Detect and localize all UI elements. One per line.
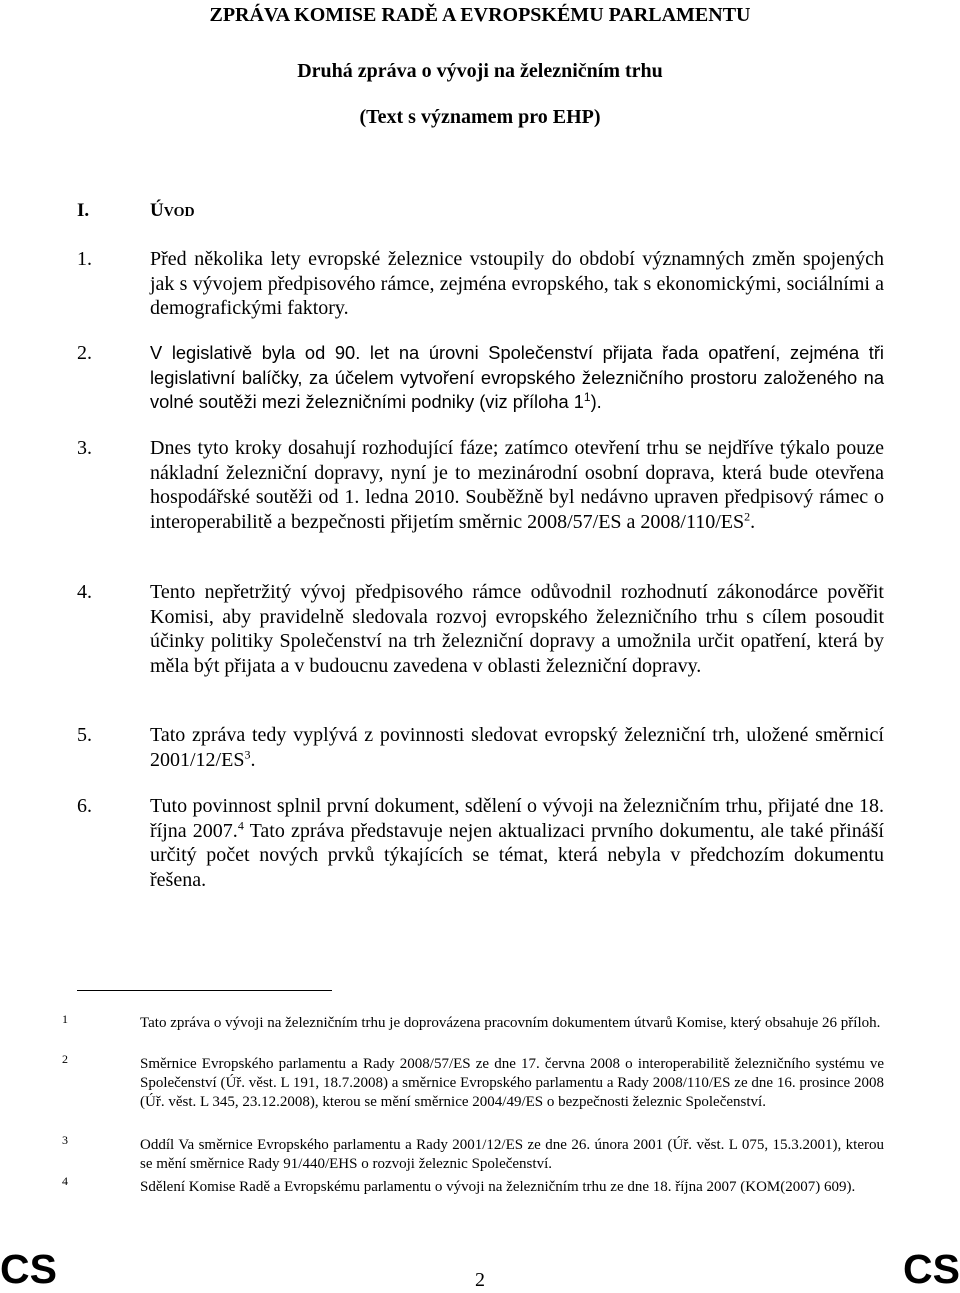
footnote-3: Oddíl Va směrnice Evropského parlamentu a Rady 2001/12/ES ze dne 26. února 2001 (Úř. věst. L 075, 15.3.2001), kterou se mění směrnice Rady 91/440/EHS o rozvoji železnic Společenství. — [140, 1137, 884, 1172]
paragraph-number: 3. — [77, 437, 92, 459]
footnote-ref[interactable]: 1 — [583, 389, 591, 404]
paragraph-6: Tuto povinnost splnil první dokument, sdělení o vývoji na železničním trhu, přijaté dne 18. října 2007.$^4$ Tato zpráva představuje nejen aktualizaci prvního dokumentu, ale také přináší určitý počet nových prvků týkajících se témat, která nebyla v předchozím dokumentu řešena. — [150, 795, 884, 891]
footnote-1: Tato zpráva o vývoji na železničním trhu je doprovázena pracovním dokumentem útvarů Komise, který obsahuje 26 příloh. — [140, 1015, 881, 1031]
paragraph-number: 5. — [77, 724, 92, 746]
section-title: ÚVOD — [150, 200, 195, 221]
footnote-number: 1 — [62, 1012, 68, 1026]
paragraph-number: 6. — [77, 795, 92, 817]
section-number: I. — [77, 200, 90, 221]
page-number: 2 — [475, 1269, 485, 1291]
footnote-ref[interactable]: 3 — [244, 746, 251, 761]
footnote-ref[interactable]: 2 — [744, 508, 751, 523]
paragraph-number: 4. — [77, 581, 92, 603]
footnote-2: Směrnice Evropského parlamentu a Rady 2008/57/ES ze dne 17. června 2008 o interoperabilitě železničního systému ve Společenství (Úř. věst. L 191, 18.7.2008) a směrnice Evropského parlamentu a Rady 2008/110/ES ze dne 16. prosince 2008 (Úř. věst. L 345, 23.12.2008), kterou se mění směrnice 2004/49/ES o bezpečnosti železnic Společenství. — [140, 1056, 884, 1110]
paragraph-2: V legislativě byla od 90. let na úrovni Společenství přijata řada opatření, zejména tři legislativní balíčky, za účelem vytvoření evropského železničního prostoru založeného na volné soutěži mezi železničními podniky (viz příloha $1^1$). — [150, 342, 884, 412]
document-subtitle: Druhá zpráva o vývoji na železničním trhu — [297, 60, 663, 82]
language-code-left: CS — [0, 1246, 57, 1292]
document-title: ZPRÁVA KOMISE RADĚ A EVROPSKÉMU PARLAMENTU — [209, 4, 751, 26]
paragraph-number: 2. — [77, 342, 92, 364]
paragraph-1: Před několika lety evropské železnice vstoupily do období významných změn spojených jak s vývojem předpisového rámce, zejména evropského, tak s ekonomickými, sociálními a demografickými faktory. — [150, 248, 884, 319]
paragraph-3: Dnes tyto kroky dosahují rozhodující fáze; zatímco otevření trhu se nejdříve týkalo pouze nákladní železniční dopravy, nyní je to mezinárodní osobní doprava, která bude otevřena hospodářské soutěži od 1. ledna 2010. Souběžně byl nedávno upraven předpisový rámec o interoperabilitě a bezpečnosti přijetím směrnic 2008/57/ES a $2008/110/ES^2$. — [150, 437, 884, 533]
paragraph-5: Tato zpráva tedy vyplývá z povinnosti sledovat evropský železniční trh, uložené směrnicí $2001/12/ES^3$. — [150, 724, 884, 771]
footnote-number: 4 — [62, 1174, 68, 1188]
footnote-separator — [77, 990, 332, 991]
footnote-number: 3 — [62, 1133, 68, 1147]
paragraph-4: Tento nepřetržitý vývoj předpisového rámce odůvodnil rozhodnutí zákonodárce pověřit Komisi, aby pravidelně sledovala rozvoj evropského železničního trhu s cílem posoudit účinky politiky Společenství na trh železniční dopravy a umožnila určit opatření, která by měla být přijata a v budoucnu zavedena v oblasti železniční dopravy. — [150, 581, 884, 677]
eea-relevance-note: (Text s významem pro EHP) — [359, 106, 601, 128]
footnote-ref[interactable]: 4 — [237, 817, 244, 832]
footnote-4: Sdělení Komise Radě a Evropskému parlamentu o vývoji na železničním trhu ze dne 18. října 2007 (KOM(2007) 609). — [140, 1179, 856, 1195]
language-code-right: CS — [903, 1246, 960, 1292]
paragraph-number: 1. — [77, 248, 92, 270]
footnote-number: 2 — [62, 1052, 68, 1066]
